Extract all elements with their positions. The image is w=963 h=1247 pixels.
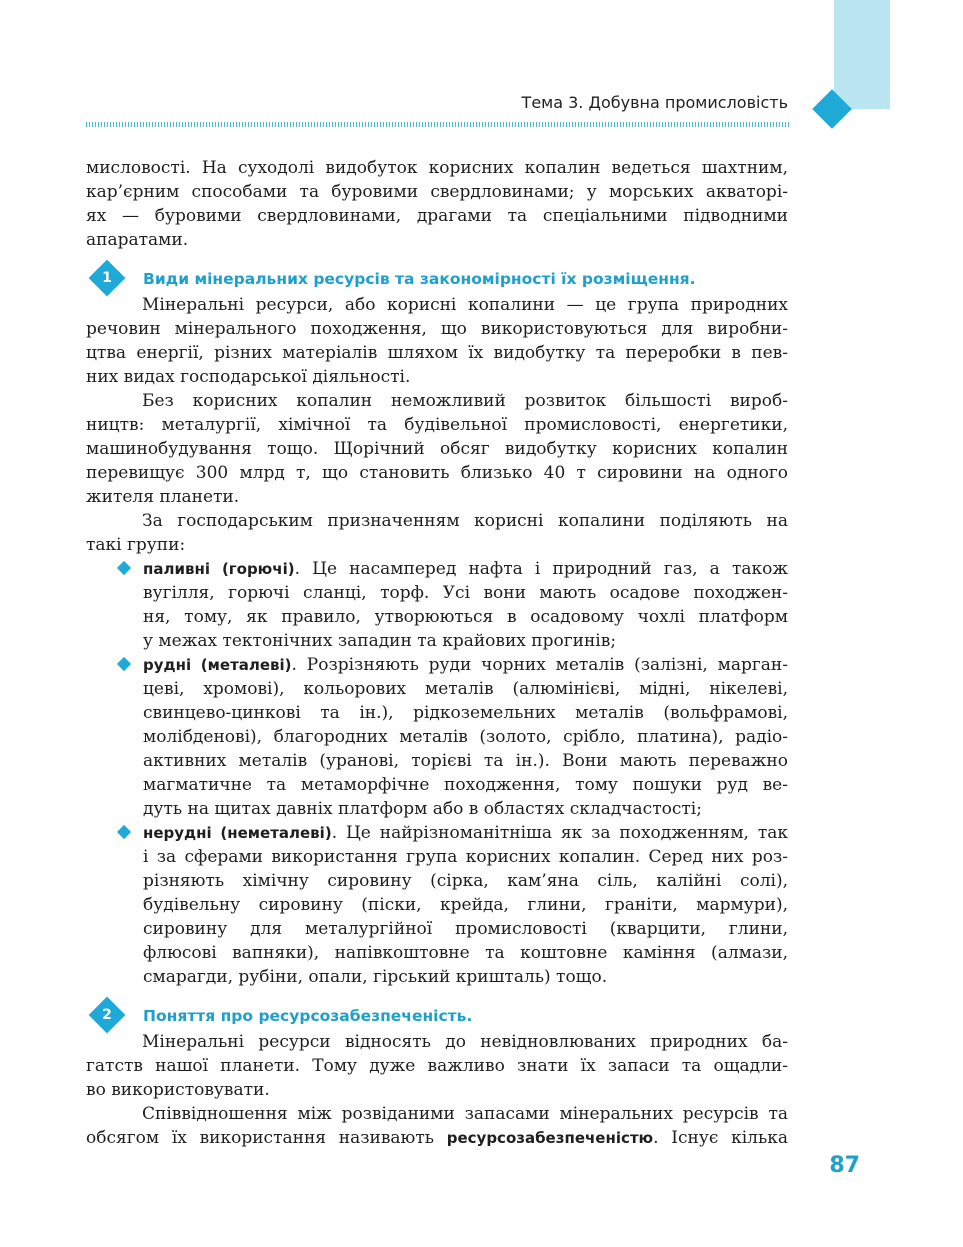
bullet-line: ня, тому, як правило, утворюються в осадовому чохлі платформ [143, 607, 788, 627]
bullet-first-line [143, 821, 788, 845]
key-term: ресурсозабезпеченістю [446, 1129, 654, 1147]
paragraph-line: такі групи: [86, 535, 186, 555]
bullet-line: магматичне та метаморфічне походження, тому пошуки руд ве- [143, 775, 788, 795]
section-2-heading [86, 1003, 788, 1029]
page-body [86, 156, 788, 1150]
paragraph-line: Без корисних копалин неможливий розвиток більшості вироб- [142, 391, 788, 411]
paragraph-line [86, 1126, 788, 1150]
page-number: 87 [829, 1153, 860, 1178]
bullet-line: вугілля, горючі сланці, торф. Усі вони мають осадове походжен- [143, 583, 788, 603]
paragraph-line: во використовувати. [86, 1080, 270, 1100]
bullet-first-line [143, 557, 788, 581]
bullet-text: . Розрізняють руди чорних металів (залізні, марган- [291, 655, 788, 675]
bullet-line: молібденові), благородних металів (золото, срібло, платина), радіо- [143, 727, 788, 747]
paragraph-line: ництв: металургії, хімічної та будівельної промисловості, енергетики, [86, 415, 788, 435]
section-1-heading [86, 266, 788, 292]
intro-line: ях — буровими свердловинами, драгами та спеціальними підводними [86, 206, 788, 226]
list-item [86, 653, 788, 821]
bullet-line: у межах тектонічних западин та крайових прогинів; [143, 631, 617, 651]
paragraph-line: машинобудування тощо. Щорічний обсяг видобутку корисних копалин [86, 439, 788, 459]
bullet-line: активних металів (уранові, торієві та ін.). Вони мають переважно [143, 751, 788, 771]
paragraph-line: За господарським призначенням корисні копалини поділяють на [142, 511, 788, 531]
paragraph-line: гатств нашої планети. Тому дуже важливо знати їх запаси та ощадли- [86, 1056, 788, 1076]
bullet-line: будівельну сировину (піски, крейда, глини, граніти, мармури), [143, 895, 788, 915]
bullet-first-line [143, 653, 788, 677]
intro-line: мисловості. На суходолі видобуток корисних копалин ведеться шахтним, [86, 158, 788, 178]
paragraph-line: речовин мінерального походження, що використовуються для виробни- [86, 319, 788, 339]
section-number: 2 [102, 1007, 112, 1023]
bullet-diamond-icon [117, 657, 131, 671]
list-item [86, 821, 788, 989]
section-number-badge [94, 1002, 120, 1028]
paragraph-text: . Існує кілька [653, 1128, 788, 1148]
paragraph-text: обсягом їх використання називають [86, 1128, 447, 1148]
bullet-term: паливні (горючі) [143, 560, 295, 578]
bullet-diamond-icon [117, 825, 131, 839]
bullet-line: флюсові вапняки), напівкоштовне та коштовне каміння (алмази, [143, 943, 788, 963]
bullet-line: різняють хімічну сировину (сірка, кам’яна сіль, калійні солі), [143, 871, 788, 891]
intro-line: апаратами. [86, 230, 189, 250]
paragraph-line: цтва енергії, різних матеріалів шляхом їх видобутку та переробки в пев- [86, 343, 788, 363]
bullet-text: . Це насамперед нафта і природний газ, а також [294, 559, 788, 579]
bullet-term: нерудні (неметалеві) [143, 824, 332, 842]
header-dotted-rule [86, 122, 789, 127]
paragraph-line: Співвідношення між розвіданими запасами мінеральних ресурсів та [142, 1104, 788, 1124]
bullet-diamond-icon [117, 561, 131, 575]
bullet-line: цеві, хромові), кольорових металів (алюмінієві, мідні, нікелеві, [143, 679, 788, 699]
bullet-line: і за сферами використання група корисних копалин. Серед них роз- [143, 847, 788, 867]
bullet-line: свинцево-цинкові та ін.), рідкоземельних металів (вольфрамові, [143, 703, 788, 723]
paragraph-line: них видах господарської діяльності. [86, 367, 411, 387]
corner-tab-decoration [834, 0, 890, 109]
bullet-text: . Це найрізноманітніша як за походженням, так [331, 823, 788, 843]
list-item [86, 557, 788, 653]
paragraph-line: жителя планети. [86, 487, 240, 507]
section-number-badge [94, 265, 120, 291]
section-title: Види мінеральних ресурсів та закономірності їх розміщення. [143, 270, 696, 288]
section-number: 1 [102, 270, 112, 286]
bullet-line: дуть на щитах давніх платформ або в областях складчастості; [143, 799, 702, 819]
chapter-header-title: Тема 3. Добувна промисловість [521, 93, 788, 112]
section-title: Поняття про ресурсозабезпеченість. [143, 1007, 473, 1025]
paragraph-line: перевищує 300 млрд т, що становить близько 40 т сировини на одного [86, 463, 788, 483]
paragraph-line: Мінеральні ресурси відносять до невідновлюваних природних ба- [142, 1032, 788, 1052]
bullet-line: смарагди, рубіни, опали, гірський кришталь) тощо. [143, 967, 608, 987]
bullet-line: сировину для металургійної промисловості (кварцити, глини, [143, 919, 788, 939]
intro-line: кар’єрним способами та буровими свердловинами; у морських акваторі- [86, 182, 788, 202]
paragraph-line: Мінеральні ресурси, або корисні копалини — це група природних [142, 295, 788, 315]
bullet-term: рудні (металеві) [143, 656, 292, 674]
